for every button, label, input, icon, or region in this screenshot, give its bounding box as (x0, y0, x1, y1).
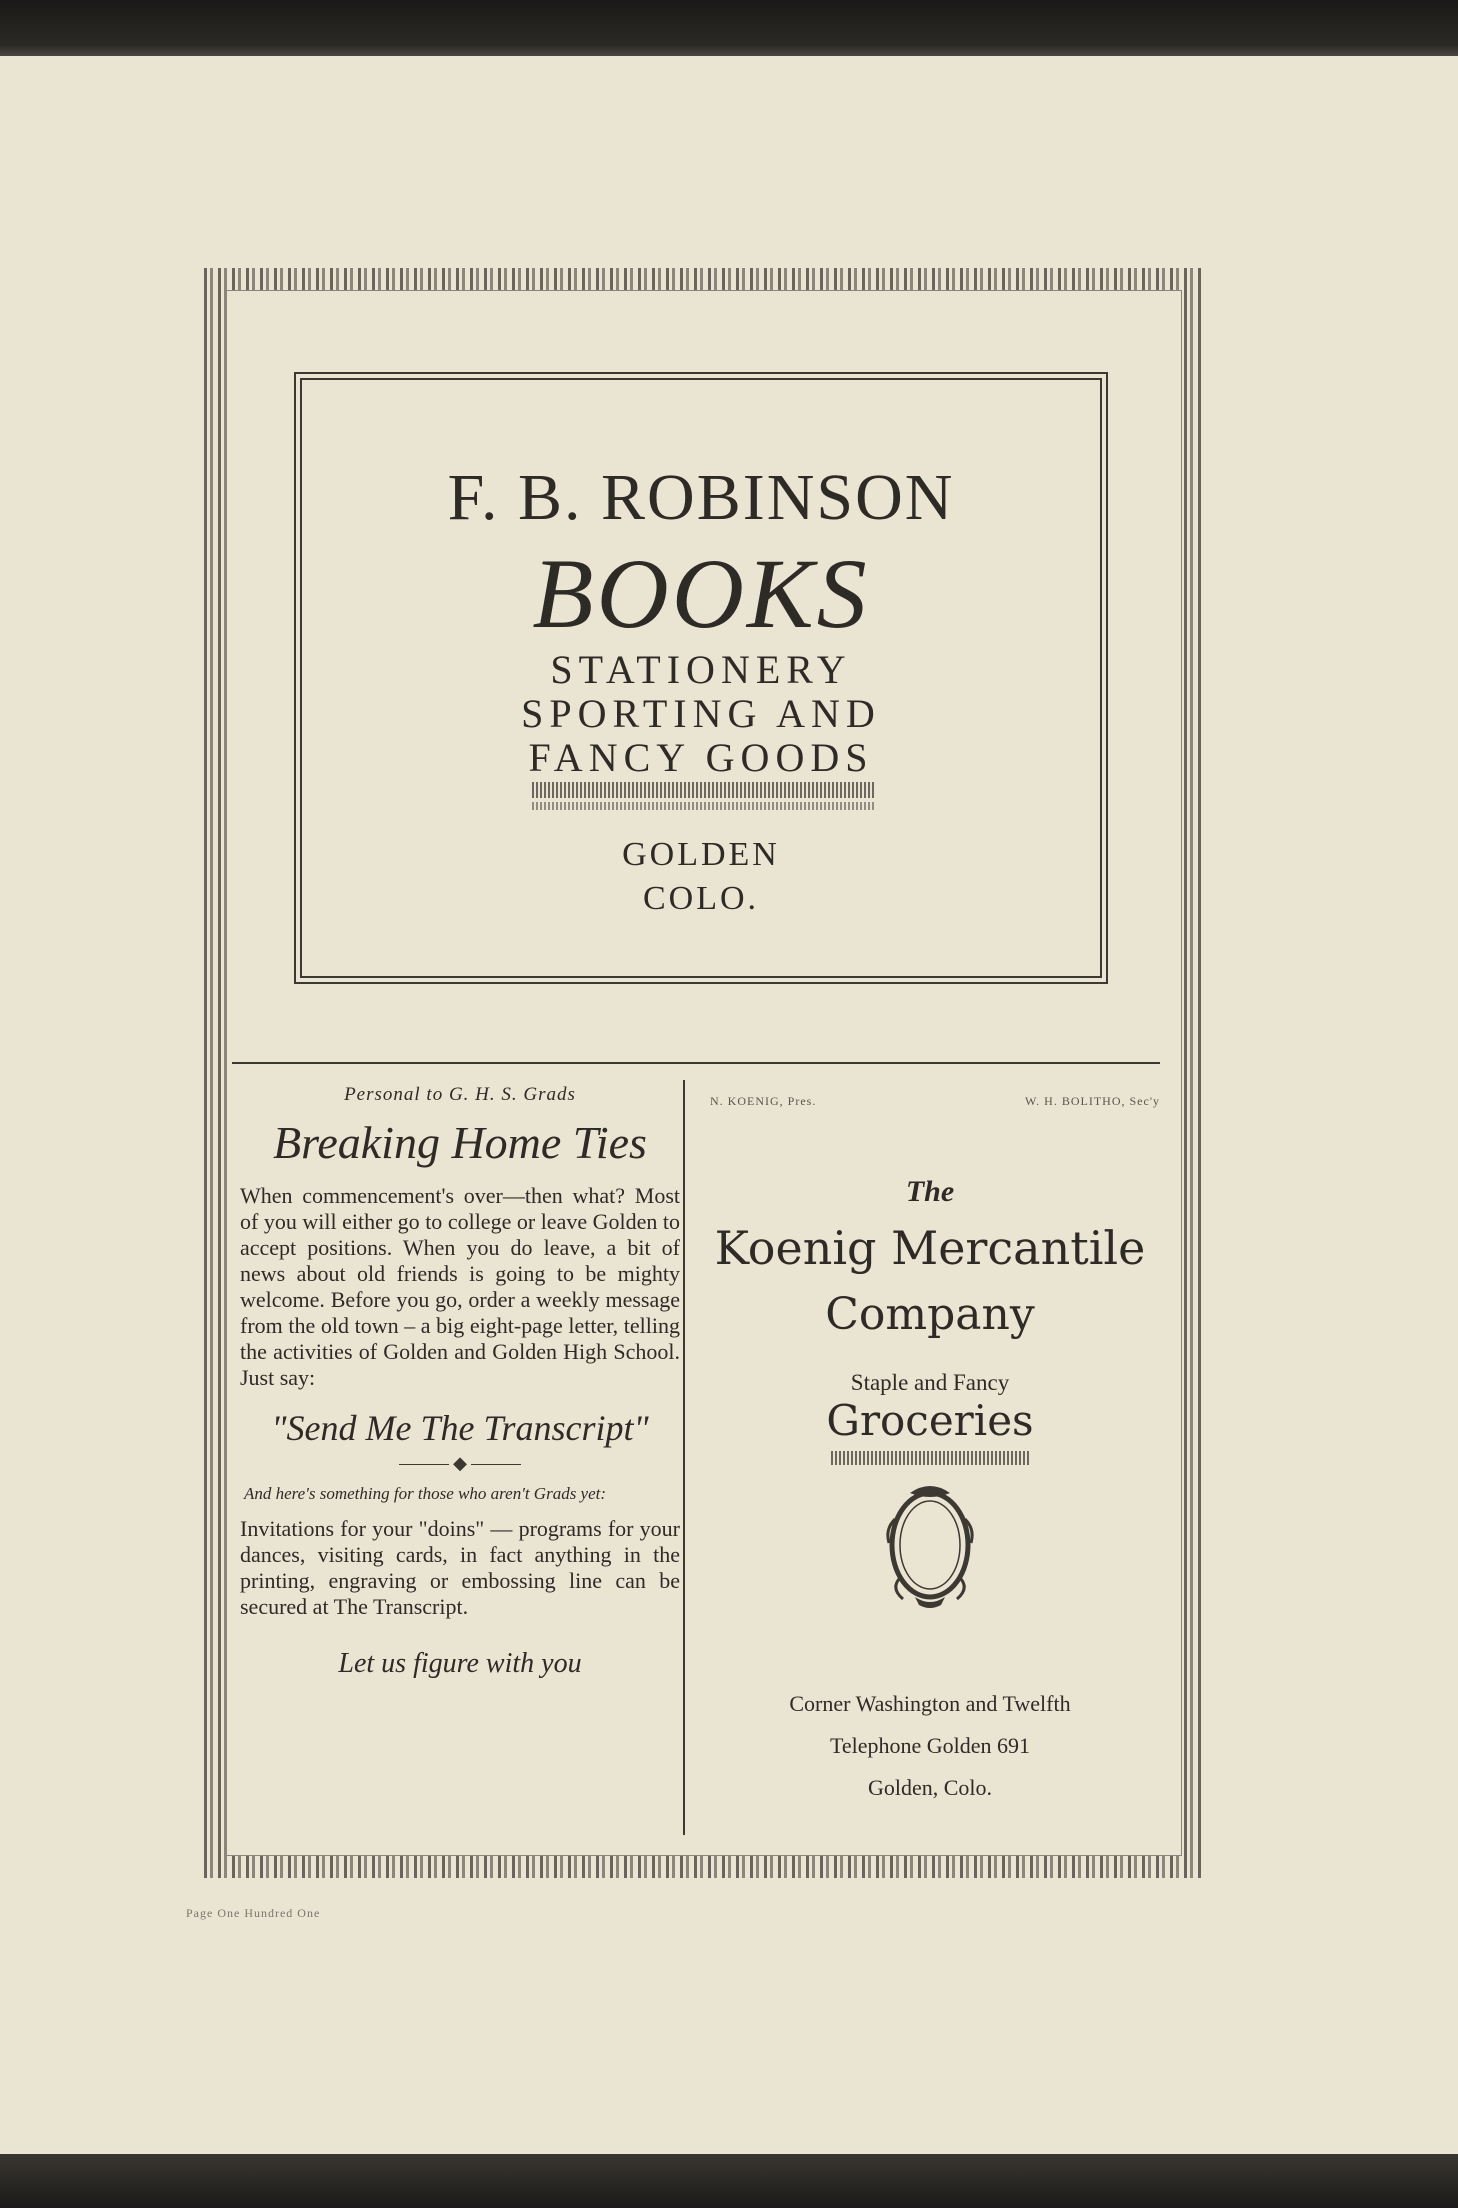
wreath-icon (875, 1479, 985, 1609)
robinson-line-stationery: STATIONERY (550, 647, 852, 692)
koenig-company: Company (825, 1289, 1035, 1340)
transcript-advertisement (240, 1084, 680, 1708)
page-number: Page One Hundred One (186, 1906, 321, 1920)
robinson-line-sporting: SPORTING AND (521, 691, 881, 736)
robinson-name: F. B. ROBINSON (447, 461, 955, 534)
bottom-scan-edge (0, 2154, 1458, 2208)
robinson-advertisement (300, 378, 1102, 978)
personal-note: Personal to G. H. S. Grads (344, 1084, 576, 1105)
transcript-aside: And here's something for those who aren't Grads yet: (244, 1484, 607, 1503)
koenig-advertisement (700, 1094, 1160, 1801)
groceries-heading: Groceries (826, 1396, 1034, 1445)
officers-line (710, 1094, 1160, 1109)
transcript-signoff: Let us figure with you (338, 1648, 582, 1679)
staple-and-fancy: Staple and Fancy (850, 1370, 1010, 1395)
hatched-rule-thin (532, 802, 874, 810)
president-name: N. KOENIG, Pres. (710, 1094, 817, 1108)
robinson-line-fancy-goods: FANCY GOODS (528, 735, 874, 780)
transcript-body-invitations: Invitations for your "doins" — programs for your dances, visiting cards, in fact anything in the printing, engraving or embossing line can be secured at The Transcript. (240, 1516, 680, 1619)
send-transcript-slogan: "Send Me The Transcript" (271, 1408, 649, 1448)
koenig-telephone: Telephone Golden 691 (829, 1733, 1031, 1758)
breaking-home-ties-headline: Breaking Home Ties (273, 1117, 647, 1168)
section-divider (232, 1062, 1160, 1064)
column-divider (683, 1080, 685, 1835)
koenig-the: The (905, 1175, 955, 1208)
top-scan-edge (0, 0, 1458, 56)
robinson-state: COLO. (642, 880, 760, 917)
transcript-body: When commencement's over—then what? Most of you will either go to college or leave Golden to accept positions. When you do leave, a bit of news about old friends is going to be mighty welcome. Before you go, order a weekly message from the old town – a big eight-page letter, telling the activities of Golden and Golden High School. Just say: (240, 1183, 680, 1390)
diamond-ornament: ◆ (240, 1453, 680, 1474)
hatched-rule (831, 1451, 1029, 1465)
hatched-rule (532, 782, 874, 798)
robinson-city: GOLDEN (622, 836, 780, 873)
secretary-name: W. H. BOLITHO, Sec'y (1024, 1094, 1160, 1108)
robinson-books-heading: BOOKS (532, 538, 870, 649)
koenig-name: Koenig Mercantile (714, 1221, 1146, 1275)
koenig-city: Golden, Colo. (867, 1775, 993, 1800)
koenig-address-street: Corner Washington and Twelfth (789, 1691, 1071, 1716)
